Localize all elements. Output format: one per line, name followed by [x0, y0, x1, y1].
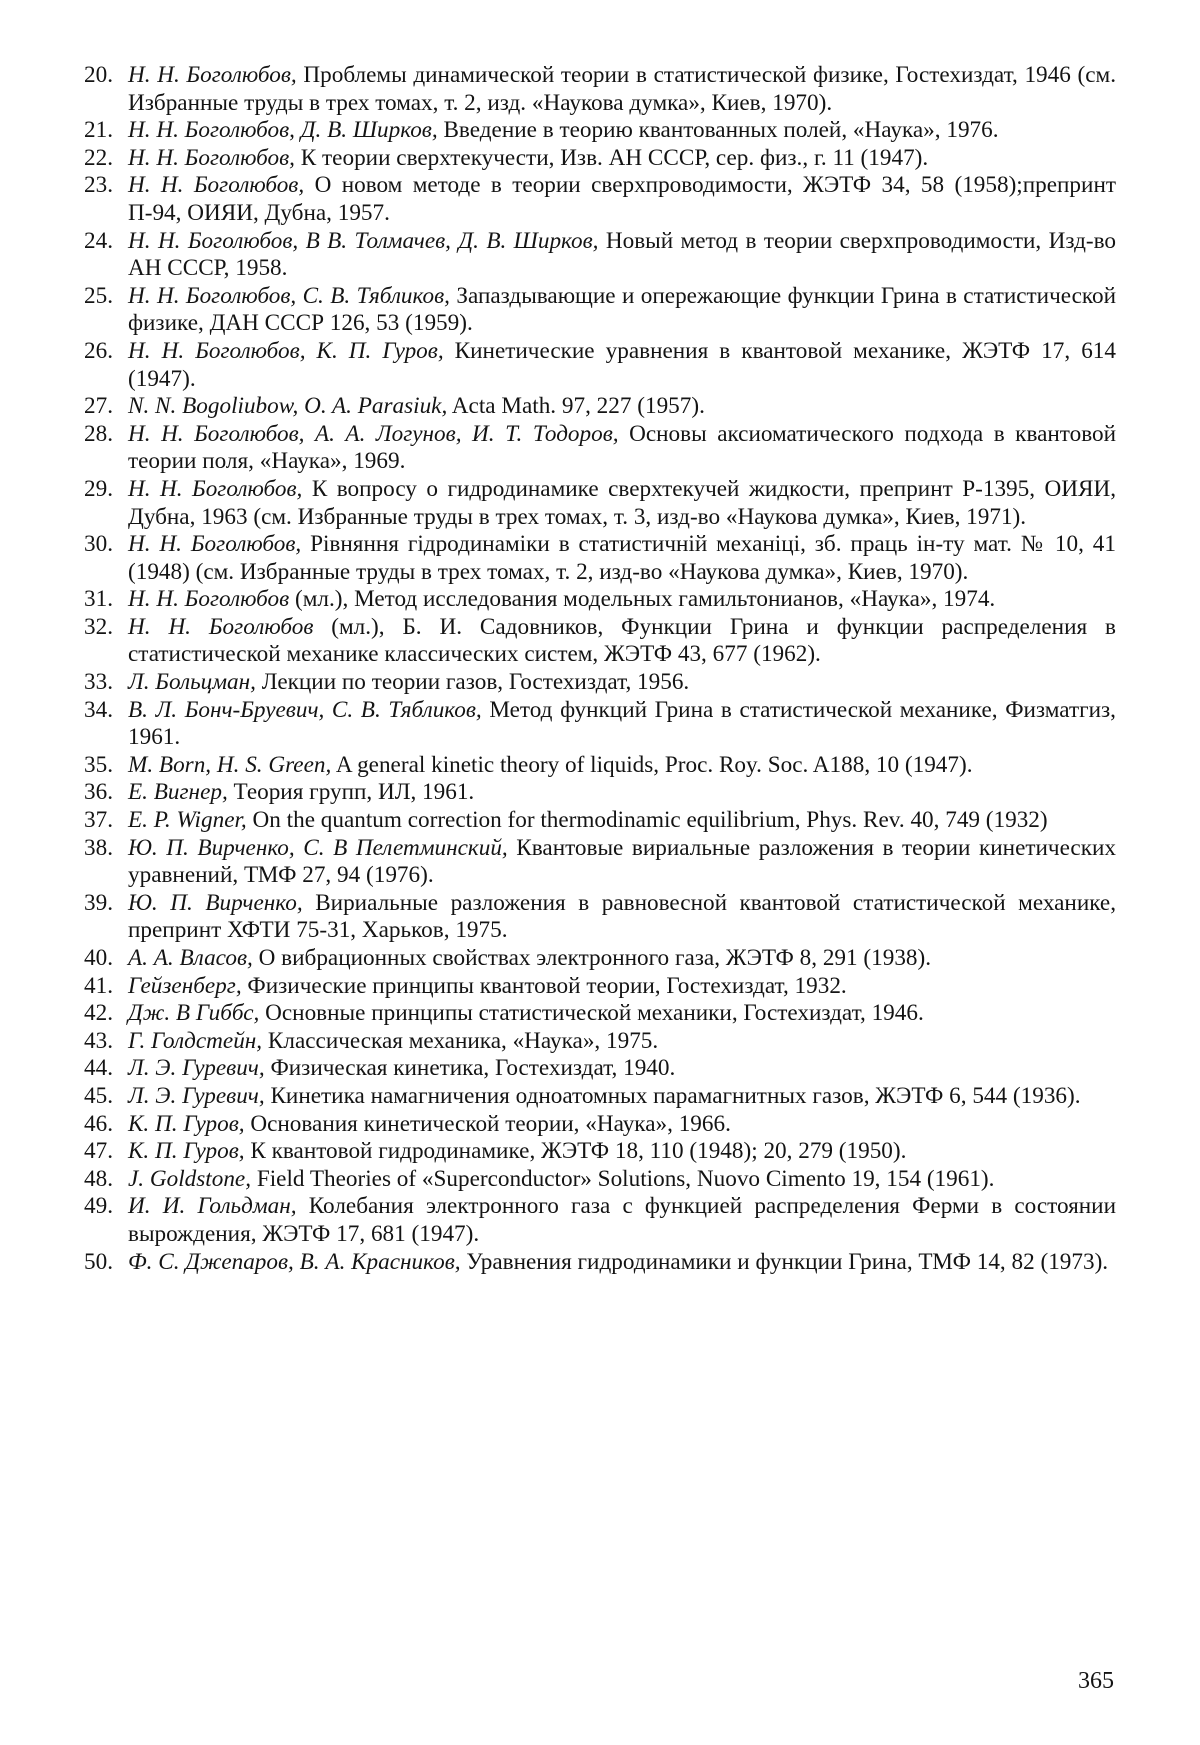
- reference-item: [84, 338, 1116, 393]
- reference-title: A general kinetic theory of liquids, Proc. Roy. Soc. A188, 10 (1947).: [331, 751, 973, 778]
- reference-text: [128, 1111, 1116, 1139]
- reference-authors: К. П. Гуров,: [128, 1110, 245, 1137]
- reference-title: Физические принципы квантовой теории, Гостехиздат, 1932.: [241, 972, 847, 999]
- reference-number: 26.: [84, 337, 113, 364]
- reference-title: К квантовой гидродинамике, ЖЭТФ 18, 110 (1948); 20, 279 (1950).: [244, 1138, 907, 1165]
- reference-text: [128, 62, 1116, 117]
- reference-text: [128, 835, 1116, 890]
- reference-text: [128, 393, 1116, 421]
- reference-item: [84, 476, 1116, 531]
- reference-number: 20.: [84, 62, 113, 88]
- reference-item: [84, 1083, 1116, 1111]
- reference-authors: Дж. В Гиббс,: [128, 1000, 260, 1027]
- reference-text: [128, 1083, 1116, 1111]
- reference-number: 22.: [84, 144, 113, 171]
- reference-authors: Н. Н. Боголюбов, В В. Толмачев, Д. В. Ширков,: [128, 227, 599, 254]
- reference-authors: Н. Н. Боголюбов,: [128, 62, 297, 88]
- reference-title: Кинетические уравнения в квантовой механике, ЖЭТФ 17, 614 (1947).: [128, 337, 1116, 392]
- reference-text: [128, 1249, 1116, 1277]
- reference-item: [84, 1166, 1116, 1194]
- reference-title: Проблемы динамической теории в статистической физике, Гостехиздат, 1946 (см. Избранные труды в трех томах, т. 2, изд. «Наукова думка», Киев, 1970).: [128, 62, 1116, 116]
- reference-number: 49.: [84, 1193, 113, 1220]
- reference-text: [128, 1028, 1116, 1056]
- reference-authors: Н. Н. Боголюбов,: [128, 475, 303, 502]
- reference-item: [84, 228, 1116, 283]
- reference-title: Field Theories of «Superconductor» Solutions, Nuovo Cimento 19, 154 (1961).: [251, 1165, 995, 1192]
- reference-authors: J. Goldstone,: [128, 1165, 252, 1192]
- reference-authors: Н. Н. Боголюбов,: [128, 531, 302, 558]
- reference-item: [84, 421, 1116, 476]
- reference-item: [84, 1000, 1116, 1028]
- reference-title: К теории сверхтекучести, Изв. АН СССР, сер. физ., г. 11 (1947).: [294, 144, 929, 171]
- reference-text: [128, 172, 1116, 227]
- reference-number: 37.: [84, 807, 113, 834]
- reference-text: [128, 945, 1116, 973]
- reference-title: Новый метод в теории сверхпроводимости, Изд-во АН СССР, 1958.: [128, 227, 1117, 282]
- reference-text: [128, 228, 1116, 283]
- reference-item: [84, 62, 1116, 117]
- page-number: 365: [1078, 1668, 1114, 1694]
- reference-item: [84, 614, 1116, 669]
- reference-title: Теория групп, ИЛ, 1961.: [227, 779, 475, 806]
- reference-number: 21.: [84, 117, 113, 144]
- reference-item: [84, 586, 1116, 614]
- reference-title: О вибрационных свойствах электронного газа, ЖЭТФ 8, 291 (1938).: [252, 945, 932, 971]
- reference-title: (мл.), Б. И. Садовников, Функции Грина и функции распределения в статистической механике классических систем, ЖЭТФ 43, 677 (1962).: [128, 613, 1116, 668]
- reference-authors: Н. Н. Боголюбов, К. П. Гуров,: [128, 337, 444, 364]
- reference-number: 29.: [84, 475, 113, 502]
- reference-authors: Е. Вигнер,: [128, 779, 228, 806]
- reference-item: [84, 945, 1116, 973]
- reference-text: [128, 697, 1116, 752]
- reference-text: [128, 779, 1116, 807]
- reference-title: Основания кинетической теории, «Наука», 1966.: [244, 1110, 731, 1137]
- reference-title: Рiвняння гiдродинамiки в статистичнiй механiцi, зб. праць iн-ту мат. № 10, 41 (1948) (см. Избранные труды в трех томах, т. 2, изд-во «Наукова думка», Киев, 1970).: [128, 531, 1116, 585]
- reference-authors: Н. Н. Боголюбов, Д. В. Ширков,: [128, 117, 438, 144]
- reference-list: [84, 62, 1116, 1276]
- reference-number: 32.: [84, 613, 113, 640]
- reference-authors: Н. Н. Боголюбов: [128, 613, 314, 640]
- reference-text: [128, 421, 1116, 476]
- reference-text: [128, 338, 1116, 393]
- reference-item: [84, 117, 1116, 145]
- reference-item: [84, 1028, 1116, 1056]
- reference-text: [128, 669, 1116, 697]
- reference-title: Acta Math. 97, 227 (1957).: [447, 393, 705, 420]
- reference-number: 36.: [84, 779, 113, 806]
- reference-number: 31.: [84, 586, 113, 613]
- reference-text: [128, 1193, 1116, 1248]
- reference-authors: А. А. Власов,: [128, 945, 253, 971]
- reference-authors: Ф. С. Джепаров, В. А. Красников,: [128, 1248, 461, 1275]
- reference-authors: Ю. П. Вирченко,: [128, 889, 303, 916]
- reference-title: (мл.), Метод исследования модельных гамильтонианов, «Наука», 1974.: [289, 586, 996, 613]
- reference-text: [128, 531, 1116, 586]
- reference-authors: Л. Больцман,: [128, 669, 256, 696]
- reference-item: [84, 669, 1116, 697]
- reference-text: [128, 1055, 1116, 1083]
- reference-authors: Гейзенберг,: [128, 972, 242, 999]
- reference-title: Физическая кинетика, Гостехиздат, 1940.: [264, 1055, 676, 1082]
- reference-item: [84, 1249, 1116, 1277]
- reference-number: 25.: [84, 282, 113, 309]
- reference-text: [128, 283, 1116, 338]
- reference-number: 45.: [84, 1082, 113, 1109]
- reference-item: [84, 779, 1116, 807]
- reference-authors: Н. Н. Боголюбов,: [128, 172, 305, 199]
- reference-item: [84, 531, 1116, 586]
- reference-title: К вопросу о гидродинамике сверхтекучей жидкости, препринт Р-1395, ОИЯИ, Дубна, 1963 (см. Избранные труды в трех томах, т. 3, изд-во «Наукова думка», Киев, 1971).: [128, 475, 1116, 530]
- reference-text: [128, 614, 1116, 669]
- reference-item: [84, 752, 1116, 780]
- reference-authors: Ю. П. Вирченко, С. В Пелетминский,: [128, 834, 508, 861]
- reference-item: [84, 1111, 1116, 1139]
- reference-title: Введение в теорию квантованных полей, «Наука», 1976.: [437, 117, 999, 144]
- reference-number: 42.: [84, 1000, 113, 1027]
- reference-authors: Л. Э. Гуревич,: [128, 1055, 265, 1082]
- reference-authors: Г. Голдстейн,: [128, 1027, 263, 1054]
- reference-number: 43.: [84, 1027, 113, 1054]
- reference-number: 23.: [84, 172, 113, 199]
- reference-title: Основные принципы статистической механики, Гостехиздат, 1946.: [259, 1000, 924, 1027]
- reference-authors: E. P. Wigner,: [128, 807, 247, 834]
- reference-authors: Н. Н. Боголюбов, С. В. Тябликов,: [128, 282, 450, 309]
- reference-title: Метод функций Грина в статистической механике, Физматгиз, 1961.: [128, 696, 1116, 751]
- reference-authors: N. N. Bogoliubow, O. A. Parasiuk,: [128, 393, 448, 420]
- reference-number: 40.: [84, 945, 113, 971]
- reference-number: 39.: [84, 889, 113, 916]
- reference-text: [128, 586, 1116, 614]
- reference-number: 47.: [84, 1138, 113, 1165]
- reference-item: [84, 1138, 1116, 1166]
- reference-title: Квантовые вириальные разложения в теории кинетических уравнений, ТМФ 27, 94 (1976).: [128, 834, 1116, 889]
- reference-authors: Н. Н. Боголюбов,: [128, 144, 295, 171]
- reference-item: [84, 835, 1116, 890]
- reference-item: [84, 172, 1116, 227]
- reference-title: Колебания электронного газа с функцией распределения Ферми в состоянии вырождения, ЖЭТФ 17, 681 (1947).: [128, 1193, 1116, 1247]
- reference-title: Лекции по теории газов, Гостехиздат, 1956.: [255, 669, 690, 696]
- reference-authors: Н. Н. Боголюбов, А. А. Логунов, И. Т. Тодоров,: [128, 420, 619, 447]
- reference-number: 46.: [84, 1110, 113, 1137]
- reference-item: [84, 1193, 1116, 1248]
- reference-number: 30.: [84, 531, 113, 558]
- reference-item: [84, 973, 1116, 1001]
- reference-text: [128, 752, 1116, 780]
- reference-authors: К. П. Гуров,: [128, 1138, 245, 1165]
- reference-number: 35.: [84, 751, 113, 778]
- reference-title: Вириальные разложения в равновесной квантовой статистической механике, препринт ХФТИ 75-31, Харьков, 1975.: [128, 889, 1117, 944]
- reference-authors: M. Born, H. S. Green,: [128, 751, 332, 778]
- reference-number: 34.: [84, 696, 113, 723]
- reference-item: [84, 1055, 1116, 1083]
- reference-item: [84, 807, 1116, 835]
- reference-title: Запаздывающие и опережающие функции Грина в статистической физике, ДАН СССР 126, 53 (1959).: [128, 282, 1116, 337]
- reference-authors: И. И. Гольдман,: [128, 1193, 297, 1220]
- reference-title: Классическая механика, «Наука», 1975.: [262, 1027, 659, 1054]
- reference-number: 44.: [84, 1055, 113, 1082]
- reference-text: [128, 145, 1116, 173]
- reference-text: [128, 117, 1116, 145]
- reference-number: 38.: [84, 834, 113, 861]
- reference-item: [84, 393, 1116, 421]
- reference-item: [84, 890, 1116, 945]
- reference-number: 48.: [84, 1165, 113, 1192]
- reference-text: [128, 1166, 1116, 1194]
- reference-text: [128, 1000, 1116, 1028]
- reference-number: 27.: [84, 393, 113, 420]
- reference-item: [84, 283, 1116, 338]
- reference-item: [84, 145, 1116, 173]
- reference-title: Кинетика намагничения одноатомных парамагнитных газов, ЖЭТФ 6, 544 (1936).: [264, 1082, 1081, 1109]
- reference-number: 33.: [84, 669, 113, 696]
- reference-item: [84, 697, 1116, 752]
- reference-text: [128, 973, 1116, 1001]
- reference-text: [128, 476, 1116, 531]
- reference-text: [128, 807, 1116, 835]
- reference-title: О новом методе в теории сверхпроводимости, ЖЭТФ 34, 58 (1958);препринт П-94, ОИЯИ, Дубна, 1957.: [128, 172, 1116, 226]
- reference-title: Уравнения гидродинамики и функции Грина, ТМФ 14, 82 (1973).: [460, 1248, 1109, 1275]
- reference-title: On the quantum correction for thermodinamic equilibrium, Phys. Rev. 40, 749 (1932): [246, 807, 1048, 834]
- reference-text: [128, 890, 1116, 945]
- reference-number: 28.: [84, 420, 113, 447]
- reference-title: Основы аксиоматического подхода в квантовой теории поля, «Наука», 1969.: [128, 420, 1116, 475]
- reference-number: 41.: [84, 972, 113, 999]
- reference-authors: Н. Н. Боголюбов: [128, 586, 290, 613]
- reference-number: 50.: [84, 1248, 113, 1275]
- reference-text: [128, 1138, 1116, 1166]
- reference-number: 24.: [84, 227, 113, 254]
- reference-authors: Л. Э. Гуревич,: [128, 1082, 265, 1109]
- reference-authors: В. Л. Бонч-Бруевич, С. В. Тябликов,: [128, 696, 482, 723]
